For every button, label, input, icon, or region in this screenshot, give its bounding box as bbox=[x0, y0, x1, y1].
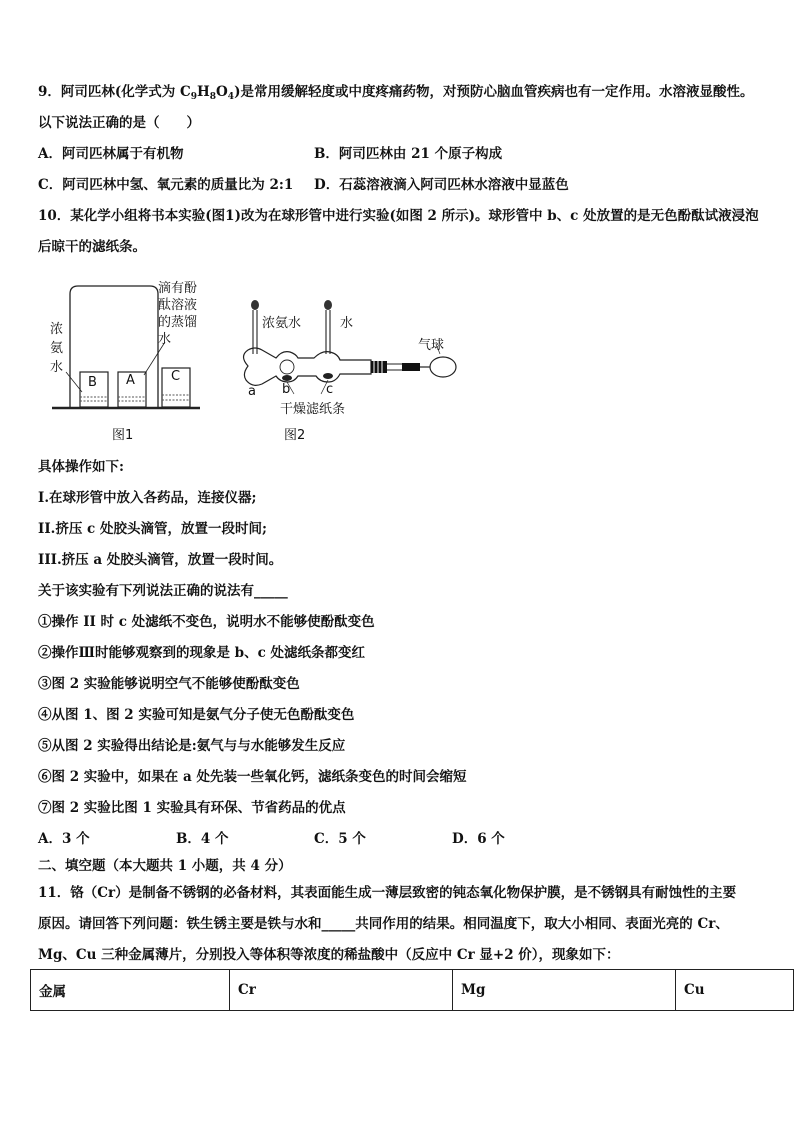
q9-option-d: D．石蕊溶液滴入阿司匹林水溶液中显蓝色 bbox=[314, 177, 569, 193]
q9-option-b: B．阿司匹林由 21 个原子构成 bbox=[314, 146, 503, 162]
section-2-heading: 二、填空题（本大题共 1 小题，共 4 分） bbox=[38, 858, 292, 874]
figure-1 bbox=[40, 280, 200, 443]
figure-2 bbox=[236, 296, 466, 446]
q10-option-c: C．5 个 bbox=[314, 831, 366, 847]
statement-4: ④从图 1、图 2 实验可知是氨气分子使无色酚酞变色 bbox=[38, 707, 355, 723]
figure-1-caption: 图1 bbox=[112, 428, 134, 443]
q9-sub: 8 bbox=[209, 92, 217, 102]
beaker-b-label: B bbox=[88, 375, 97, 390]
q9-text: O bbox=[216, 84, 228, 100]
q9-sub: 9 bbox=[190, 92, 197, 102]
table-header-mg: Mg bbox=[453, 970, 676, 1011]
q10-stem-line1: 10．某化学小组将书本实验(图1)改为在球形管中进行实验(如图 2 所示)。球形管中 b、c 处放置的是无色酚酞试液浸泡 bbox=[38, 208, 759, 224]
beaker-a-label: A bbox=[126, 373, 135, 388]
step-2: II.挤压 c 处胶头滴管，放置一段时间; bbox=[38, 521, 267, 537]
figure-2-label-b: b bbox=[282, 382, 291, 397]
q10-option-b: B．4 个 bbox=[176, 831, 229, 847]
fig1-label-line: 酞溶液 bbox=[158, 298, 198, 313]
figure-2-label-balloon: 气球 bbox=[418, 338, 445, 353]
q10-option-a: A．3 个 bbox=[38, 831, 90, 847]
q10-option-d: D．6 个 bbox=[452, 831, 505, 847]
table-header-cu: Cu bbox=[676, 970, 794, 1011]
statement-5: ⑤从图 2 实验得出结论是:氨气与与水能够发生反应 bbox=[38, 738, 346, 754]
steps-title: 具体操作如下: bbox=[38, 459, 124, 475]
table-header-cr: Cr bbox=[230, 970, 453, 1011]
fig1-label-char: 浓 bbox=[50, 322, 64, 337]
figure-2-label-water: 水 bbox=[340, 316, 354, 331]
q11-stem-line3: Mg、Cu 三种金属薄片，分别投入等体积等浓度的稀盐酸中（反应中 Cr 显+2 价），现象如下： bbox=[38, 947, 620, 963]
figure-2-label-c: c bbox=[326, 382, 334, 397]
metal-table bbox=[30, 969, 794, 1011]
q9-option-a: A．阿司匹林属于有机物 bbox=[38, 146, 184, 162]
q10-prompt: 关于该实验有下列说法正确的说法有_____ bbox=[38, 583, 288, 599]
q9-stem-line1 bbox=[38, 83, 753, 101]
figure-2-label-paper: 干燥滤纸条 bbox=[280, 402, 346, 417]
beaker-c-label: C bbox=[171, 369, 181, 384]
table-header-metal: 金属 bbox=[31, 970, 230, 1011]
fig1-label-char: 氨 bbox=[50, 341, 64, 356]
figure-1-label-phenolphthalein bbox=[158, 280, 197, 348]
figure-2-label-ammonia: 浓氨水 bbox=[262, 316, 302, 331]
step-3: III.挤压 a 处胶头滴管，放置一段时间。 bbox=[38, 552, 283, 568]
statement-6: ⑥图 2 实验中，如果在 a 处先装一些氧化钙，滤纸条变色的时间会缩短 bbox=[38, 769, 467, 785]
fig1-label-char: 水 bbox=[50, 360, 64, 375]
q9-option-c: C．阿司匹林中氢、氧元素的质量比为 2:1 bbox=[38, 177, 294, 193]
fig1-label-line: 的蒸馏 bbox=[158, 315, 198, 330]
q9-text: 9．阿司匹林(化学式为 C bbox=[38, 84, 191, 100]
fig1-label-line: 水 bbox=[158, 332, 172, 347]
q9-sub: 4 bbox=[227, 92, 235, 102]
q9-text: )是常用缓解轻度或中度疼痛药物，对预防心脑血管疾病也有一定作用。水溶液显酸性。 bbox=[234, 84, 754, 100]
statement-1: ①操作 II 时 c 处滤纸不变色，说明水不能够使酚酞变色 bbox=[38, 614, 375, 630]
fig1-label-line: 滴有酚 bbox=[158, 281, 198, 296]
statement-3: ③图 2 实验能够说明空气不能够使酚酞变色 bbox=[38, 676, 300, 692]
statement-2: ②操作Ⅲ时能够观察到的现象是 b、c 处滤纸条都变红 bbox=[38, 645, 365, 661]
q11-stem-line1: 11．铬（Cr）是制备不锈钢的必备材料，其表面能生成一薄层致密的钝态氧化物保护膜，是不锈钢具有耐蚀性的主要 bbox=[38, 885, 737, 901]
figure-2-label-a: a bbox=[248, 384, 256, 399]
q10-stem-line2: 后晾干的滤纸条。 bbox=[38, 239, 146, 255]
figure-1-label-ammonia bbox=[50, 320, 63, 377]
figure-2-caption: 图2 bbox=[284, 428, 306, 443]
q9-stem-line2: 以下说法正确的是（ ） bbox=[38, 115, 200, 131]
statement-7: ⑦图 2 实验比图 1 实验具有环保、节省药品的优点 bbox=[38, 800, 346, 816]
table-row bbox=[31, 970, 794, 1011]
step-1: I.在球形管中放入各药品，连接仪器; bbox=[38, 490, 257, 506]
q9-text: H bbox=[197, 84, 210, 100]
q11-stem-line2: 原因。请回答下列问题：铁生锈主要是铁与水和_____共同作用的结果。相同温度下，取大小相同、表面光亮的 Cr、 bbox=[38, 916, 729, 932]
